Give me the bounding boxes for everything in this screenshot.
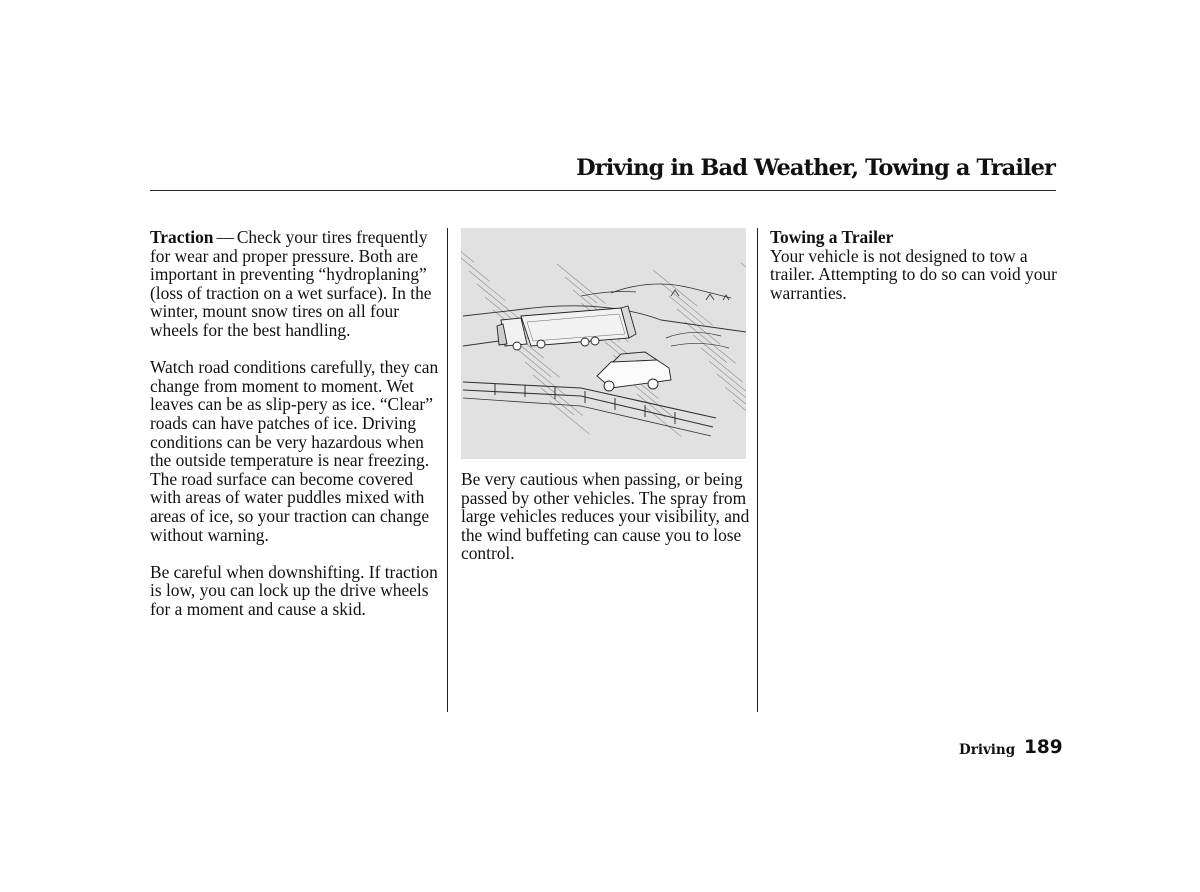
column-divider-left <box>447 228 448 712</box>
column-divider-right <box>757 228 758 712</box>
footer-section-label: Driving <box>959 742 1016 758</box>
rainy-highway-illustration <box>461 228 746 459</box>
left-column <box>150 228 442 637</box>
page-number: 189 <box>1024 737 1063 758</box>
downshifting-paragraph: Be careful when downshifting. If traction is low, you can lock up the drive wheels for a moment and cause a skid. <box>150 561 438 619</box>
figure-caption: Be very cautious when passing, or being passed by other vehicles. The spray from large vehicles reduces your visibility, and the wind buffeting can cause you to lose control. <box>461 469 750 564</box>
rainy-highway-truck-car-icon <box>461 228 746 459</box>
towing-heading: Towing a Trailer <box>770 227 894 247</box>
road-conditions-paragraph: Watch road conditions carefully, they can change from moment to moment. Wet leaves can be as slip-pery as ice. “Clear” roads can have patches of ice. Driving conditions can be very hazardous when the outside temperature is near freezing. The road surface can become covered with areas of water puddles mixed with areas of ice, so your traction can change without warning. <box>150 357 439 545</box>
right-column <box>770 228 1062 302</box>
traction-dash: — <box>216 227 234 247</box>
header-rule <box>150 190 1056 191</box>
traction-text: Check your tires frequently for wear and proper pressure. Both are important in preventing “hydroplaning” (loss of traction on a wet surface). In the winter, mount snow tires on all four wheels for the best handling. <box>150 227 432 340</box>
page-title: Driving in Bad Weather, Towing a Trailer <box>576 155 1055 181</box>
traction-paragraph <box>150 228 442 340</box>
traction-term: Traction <box>150 227 214 247</box>
towing-text: Your vehicle is not designed to tow a trailer. Attempting to do so can void your warranties. <box>770 245 1057 303</box>
